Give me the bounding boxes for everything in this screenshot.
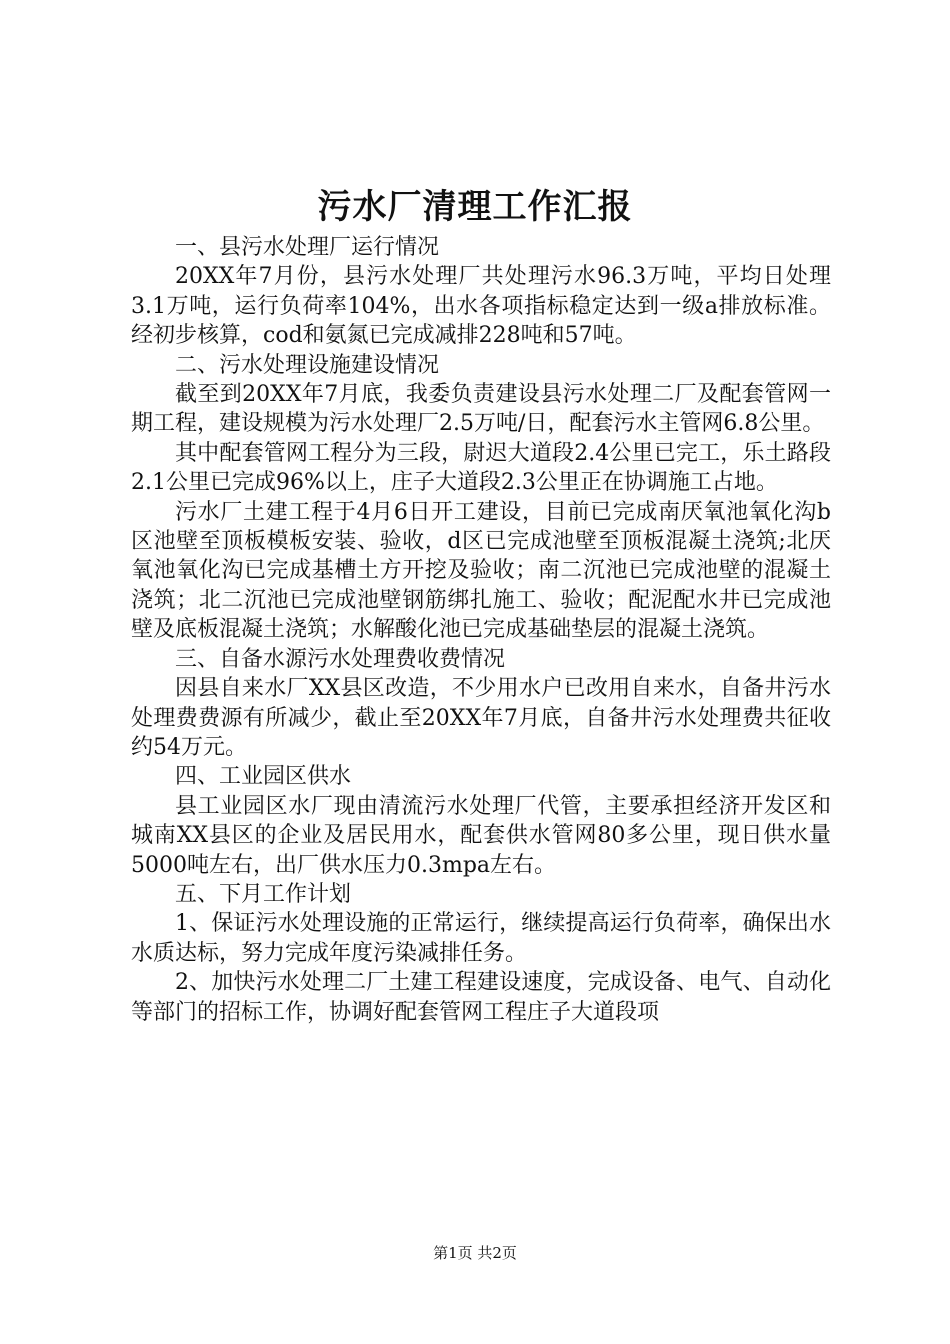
section-heading-1: 一、县污水处理厂运行情况 [175, 235, 440, 260]
paragraph: 污水厂土建工程于4月6日开工建设，目前已完成南厌氧池氧化沟b区池壁至顶板模板安装、验收，d区已完成池壁至顶板混凝土浇筑;北厌氧池氧化沟已完成基槽土方开挖及验收；南二沉池已完成池壁的混凝土浇筑；北二沉池已完成池壁钢筋绑扎施工、验收；配泥配水井已完成池壁及底板混凝土浇筑；水解酸化池已完成基础垫层的混凝土浇筑。 [131, 499, 831, 643]
document-body [131, 233, 831, 1027]
document-title: 污水厂清理工作汇报 [317, 187, 633, 227]
paragraph: 因县自来水厂XX县区改造，不少用水户已改用自来水，自备井污水处理费费源有所减少，截止至20XX年7月底，自备井污水处理费共征收约54万元。 [131, 676, 831, 760]
section-heading-4: 四、工业园区供水 [175, 764, 352, 790]
paragraph: 2、加快污水处理二厂土建工程建设速度，完成设备、电气、自动化等部门的招标工作，协调好配套管网工程庄子大道段项 [131, 970, 831, 1025]
paragraph: 1、保证污水处理设施的正常运行，继续提高运行负荷率，确保出水水质达标，努力完成年度污染减排任务。 [131, 911, 831, 966]
page-footer: 第1页 共2页 [433, 1244, 517, 1262]
paragraph: 县工业园区水厂现由清流污水处理厂代管，主要承担经济开发区和城南XX县区的企业及居民用水，配套供水管网80多公里，现日供水量5000吨左右，出厂供水压力0.3mpa左右。 [131, 793, 831, 878]
section-heading-5: 五、下月工作计划 [175, 881, 352, 907]
section-heading-2: 二、污水处理设施建设情况 [175, 352, 440, 378]
paragraph: 20XX年7月份，县污水处理厂共处理污水96.3万吨，平均日处理3.1万吨，运行负荷率104%，出水各项指标稳定达到一级a排放标准。经初步核算，cod和氨氮已完成减排228吨和57吨。 [131, 264, 831, 349]
paragraph: 截至到20XX年7月底，我委负责建设县污水处理二厂及配套管网一期工程，建设规模为污水处理厂2.5万吨/日，配套污水主管网6.8公里。 [131, 382, 831, 437]
paragraph: 其中配套管网工程分为三段，尉迟大道段2.4公里已完工，乐土路段2.1公里已完成96%以上，庄子大道段2.3公里正在协调施工占地。 [131, 440, 831, 496]
section-heading-3: 三、自备水源污水处理费收费情况 [175, 646, 506, 672]
